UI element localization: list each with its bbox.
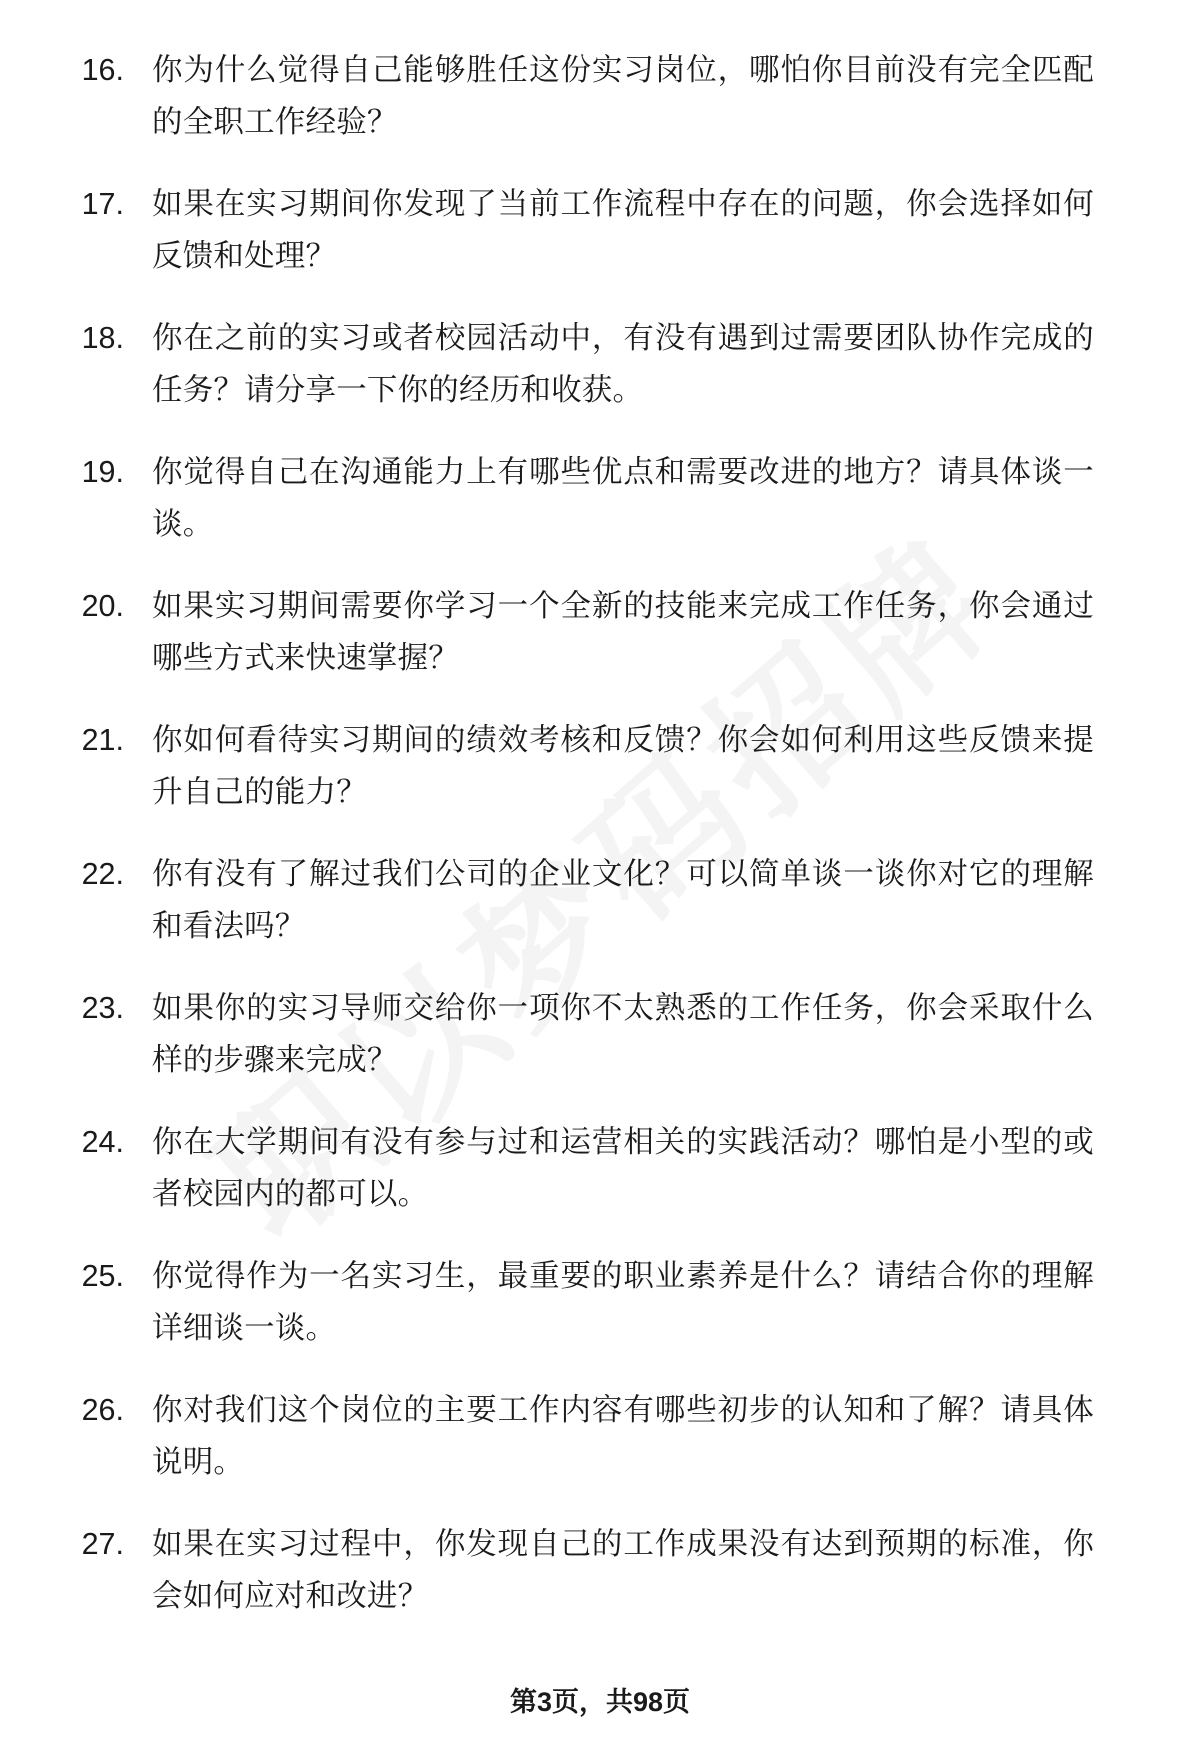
- page-footer: 第3页，共98页: [509, 1687, 691, 1717]
- list-item: [48, 1116, 1094, 1220]
- list-item: [48, 1384, 1094, 1488]
- list-item: [48, 178, 1094, 282]
- question-number: 19.: [81, 455, 124, 489]
- question-list: [48, 44, 1094, 1622]
- question-text: 如果在实习期间你发现了当前工作流程中存在的问题，你会选择如何反馈和处理？: [152, 187, 1094, 273]
- question-number: 24.: [81, 1125, 124, 1159]
- question-number: 25.: [81, 1259, 124, 1293]
- list-item: [48, 982, 1094, 1086]
- list-item: [48, 312, 1094, 416]
- question-text: 你觉得自己在沟通能力上有哪些优点和需要改进的地方？请具体谈一谈。: [152, 455, 1094, 541]
- question-text: 你觉得作为一名实习生，最重要的职业素养是什么？请结合你的理解详细谈一谈。: [152, 1259, 1094, 1345]
- question-number: 18.: [81, 321, 124, 355]
- question-number: 17.: [81, 187, 124, 221]
- list-item: [48, 446, 1094, 550]
- question-number: 16.: [81, 53, 124, 87]
- question-number: 20.: [81, 589, 124, 623]
- question-text: 你在之前的实习或者校园活动中，有没有遇到过需要团队协作完成的任务？请分享一下你的经历和收获。: [152, 321, 1094, 407]
- question-text: 你为什么觉得自己能够胜任这份实习岗位，哪怕你目前没有完全匹配的全职工作经验？: [152, 53, 1094, 139]
- question-text: 你在大学期间有没有参与过和运营相关的实践活动？哪怕是小型的或者校园内的都可以。: [152, 1125, 1094, 1211]
- list-item: [48, 44, 1094, 148]
- question-number: 26.: [81, 1393, 124, 1427]
- list-item: [48, 714, 1094, 818]
- question-text: 如果在实习过程中，你发现自己的工作成果没有达到预期的标准，你会如何应对和改进？: [152, 1527, 1094, 1613]
- question-text: 你对我们这个岗位的主要工作内容有哪些初步的认知和了解？请具体说明。: [152, 1393, 1094, 1479]
- question-text: 你有没有了解过我们公司的企业文化？可以简单谈一谈你对它的理解和看法吗？: [152, 857, 1094, 943]
- list-item: [48, 1250, 1094, 1354]
- question-text: 你如何看待实习期间的绩效考核和反馈？你会如何利用这些反馈来提升自己的能力？: [152, 723, 1094, 809]
- question-number: 21.: [81, 723, 124, 757]
- question-number: 27.: [81, 1527, 124, 1561]
- list-item: [48, 1518, 1094, 1622]
- question-number: 22.: [81, 857, 124, 891]
- question-text: 如果实习期间需要你学习一个全新的技能来完成工作任务，你会通过哪些方式来快速掌握？: [152, 589, 1094, 675]
- question-number: 23.: [81, 991, 124, 1025]
- list-item: [48, 580, 1094, 684]
- question-text: 如果你的实习导师交给你一项你不太熟悉的工作任务，你会采取什么样的步骤来完成？: [152, 991, 1094, 1077]
- list-item: [48, 848, 1094, 952]
